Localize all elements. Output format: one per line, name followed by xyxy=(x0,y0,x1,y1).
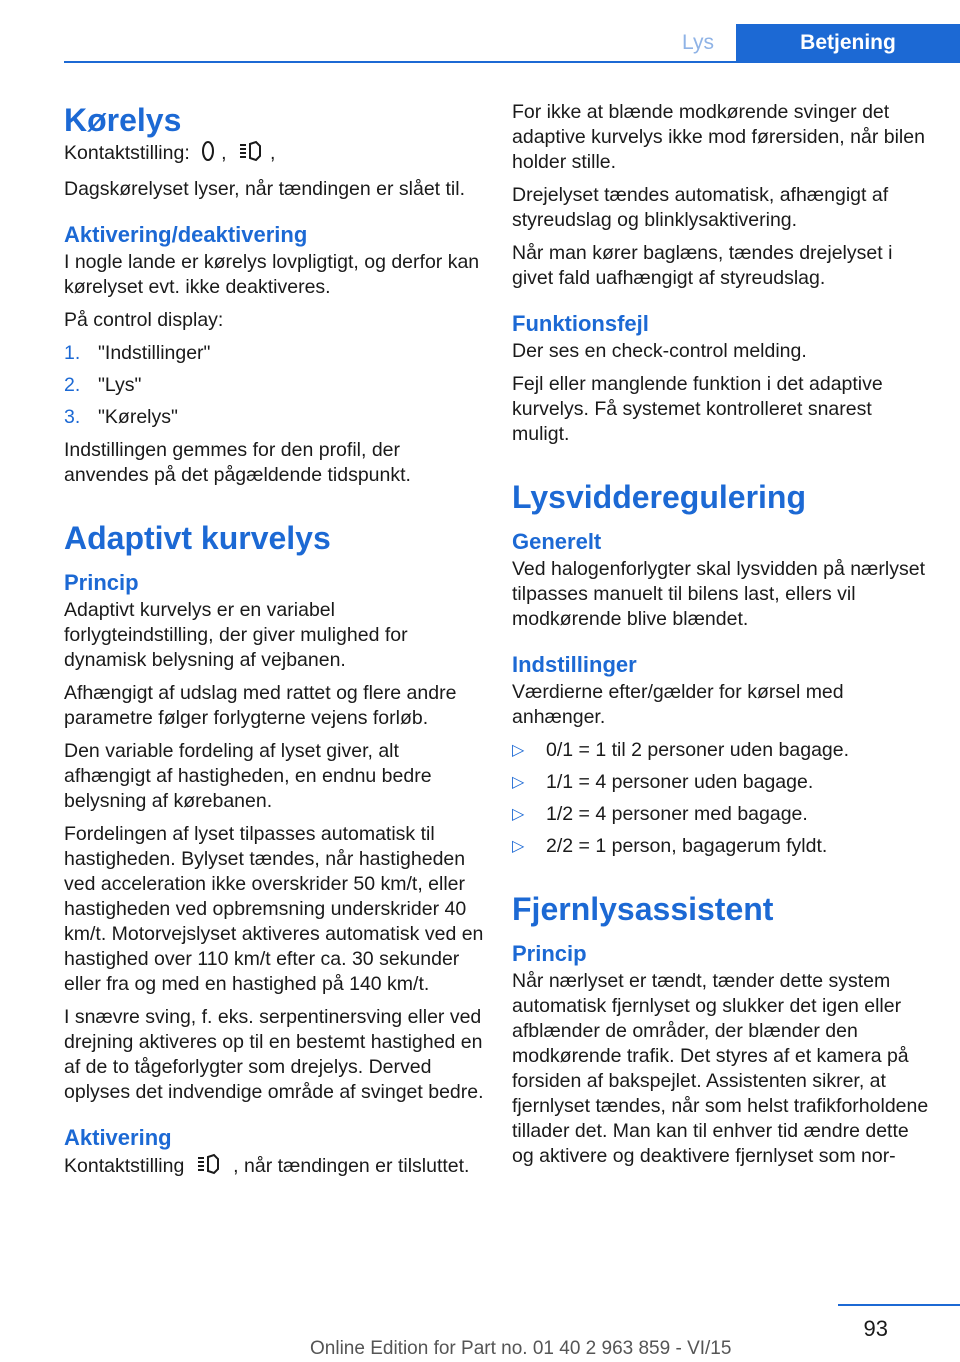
triangle-bullet-icon: ▷ xyxy=(512,806,525,823)
activation-suffix: , når tændingen er tilsluttet. xyxy=(233,1155,470,1177)
paragraph: For ikke at blænde modkørende svinger det adaptive kurvelys ikke mod førersiden, når bilen holder stille. xyxy=(512,101,925,173)
step-item xyxy=(64,373,484,398)
contact-separator: , xyxy=(270,142,276,164)
list-item xyxy=(512,802,932,827)
paragraph: Når man kører baglæns, tændes drejelyset i givet fald uafhængigt af styreudslag. xyxy=(512,242,893,289)
paragraph: Adaptivt kurvelys er en variabel forlygteindstilling, der giver mulighed for dynamisk belysning af vejbanen. xyxy=(64,599,408,671)
heading-adaptivt-kurvelys: Adaptivt kurvelys xyxy=(64,520,331,556)
paragraph: Der ses en check-control melding. xyxy=(512,340,807,362)
heading-indstillinger: Indstillinger xyxy=(512,652,637,677)
step-item xyxy=(64,341,484,366)
paragraph: Drejelyset tændes automatisk, afhængigt af styreudslag og blinklysaktivering. xyxy=(512,184,889,231)
step-text: "Kørelys" xyxy=(98,406,178,428)
triangle-bullet-icon: ▷ xyxy=(512,742,525,759)
paragraph: Fejl eller manglende funktion i det adaptive kurvelys. Få systemet kontrolleret snarest muligt. xyxy=(512,373,883,445)
paragraph: Afhængigt af udslag med rattet og flere andre parametre følger forlygterne vejens forløb. xyxy=(64,682,457,729)
paragraph: På control display: xyxy=(64,309,224,331)
switch-position-2-icon xyxy=(196,1153,222,1182)
list-item xyxy=(512,834,932,859)
footer-rule xyxy=(838,1304,960,1306)
heading-aktivering: Aktivering xyxy=(64,1125,172,1150)
list-item-text: 1/2 = 4 personer med bagage. xyxy=(546,803,808,825)
contact-prefix: Kontaktstilling: xyxy=(64,142,190,164)
step-text: "Indstillinger" xyxy=(98,342,211,364)
edition-footer: Online Edition for Part no. 01 40 2 963 859 - VI/15 xyxy=(310,1338,732,1359)
right-column xyxy=(512,100,932,1177)
heading-princip-fjernlys: Princip xyxy=(512,941,587,966)
header-tab-lys: Lys xyxy=(682,31,714,54)
heading-generelt: Generelt xyxy=(512,529,602,554)
paragraph: Værdierne efter/gælder for kørsel med anhænger. xyxy=(512,681,844,728)
heading-korelys: Kørelys xyxy=(64,102,182,138)
switch-position-1-icon xyxy=(238,140,264,169)
heading-funktionsfejl: Funktionsfejl xyxy=(512,311,649,336)
contact-separator: , xyxy=(221,142,227,164)
list-item xyxy=(512,738,932,763)
daylight-text: Dagskørelyset lyser, når tændingen er slået til. xyxy=(64,178,466,200)
switch-position-0-icon xyxy=(201,140,215,169)
header-tab-betjening: Betjening xyxy=(736,24,960,62)
paragraph: Ved halogenforlygter skal lysvidden på nærlyset tilpasses manuelt til bilens last, ellers vil modkørende blive blændet. xyxy=(512,558,925,630)
steps-list xyxy=(64,341,484,430)
step-text: "Lys" xyxy=(98,374,142,396)
activation-line xyxy=(64,1153,484,1182)
heading-princip: Princip xyxy=(64,570,139,595)
list-item-text: 0/1 = 1 til 2 personer uden bagage. xyxy=(546,739,850,761)
paragraph: Fordelingen af lyset tilpasses automatisk til hastigheden. Bylyset tændes, når hastigheden ved acceleration ikke overskrider 50 km/t, eller hastigheden ved opbremsning underskrider 40 km/t. Motorvejslyset aktiveres automatisk ved en hastighed over 110 km/t efter ca. 30 sekunder eller fra og med en hastighed på 140 km/t. xyxy=(64,823,484,995)
step-number: 3. xyxy=(64,406,81,428)
contact-positions-line xyxy=(64,140,484,169)
paragraph: Når nærlyset er tændt, tænder dette system automatisk fjernlyset og slukker det igen eller afblænder de områder, der blænder den modkørende trafik. Det styres af et kamera på forsiden af bakspejlet. Assistenten sikrer, at fjernlyset tændes, når som helst trafikforholdene tillader det. Man kan til enhver tid ændre dette og aktivere og deaktivere fjernlyset som nor- xyxy=(512,970,929,1167)
paragraph: Indstillingen gemmes for den profil, der anvendes på det pågældende tidspunkt. xyxy=(64,439,411,486)
triangle-bullet-icon: ▷ xyxy=(512,774,525,791)
paragraph: I snævre sving, f. eks. serpentinersving eller ved drejning aktiveres op til en bestemt hastighed en af de to tågeforlygter som drejelys. Derved oplyses det indvendige område af svinget bedre. xyxy=(64,1006,484,1103)
page-number: 93 xyxy=(863,1316,888,1341)
activation-prefix: Kontaktstilling xyxy=(64,1155,185,1177)
left-column xyxy=(64,100,484,1190)
triangle-bullet-icon: ▷ xyxy=(512,838,525,855)
paragraph: I nogle lande er kørelys lovpligtigt, og derfor kan kørelyset evt. ikke deaktiveres. xyxy=(64,251,480,298)
paragraph: Den variable fordeling af lyset giver, alt afhængigt af hastigheden, en endnu bedre belysning af kørebanen. xyxy=(64,740,432,812)
step-number: 1. xyxy=(64,342,81,364)
step-item xyxy=(64,405,484,430)
list-item xyxy=(512,770,932,795)
settings-list xyxy=(512,738,932,859)
heading-aktivering-deaktivering: Aktivering/deaktivering xyxy=(64,222,308,247)
list-item-text: 1/1 = 4 personer uden bagage. xyxy=(546,771,814,793)
heading-fjernlysassistent: Fjernlysassistent xyxy=(512,891,774,927)
heading-lysvidderegulering: Lysvidderegulering xyxy=(512,479,806,515)
step-number: 2. xyxy=(64,374,81,396)
list-item-text: 2/2 = 1 person, bagagerum fyldt. xyxy=(546,835,828,857)
